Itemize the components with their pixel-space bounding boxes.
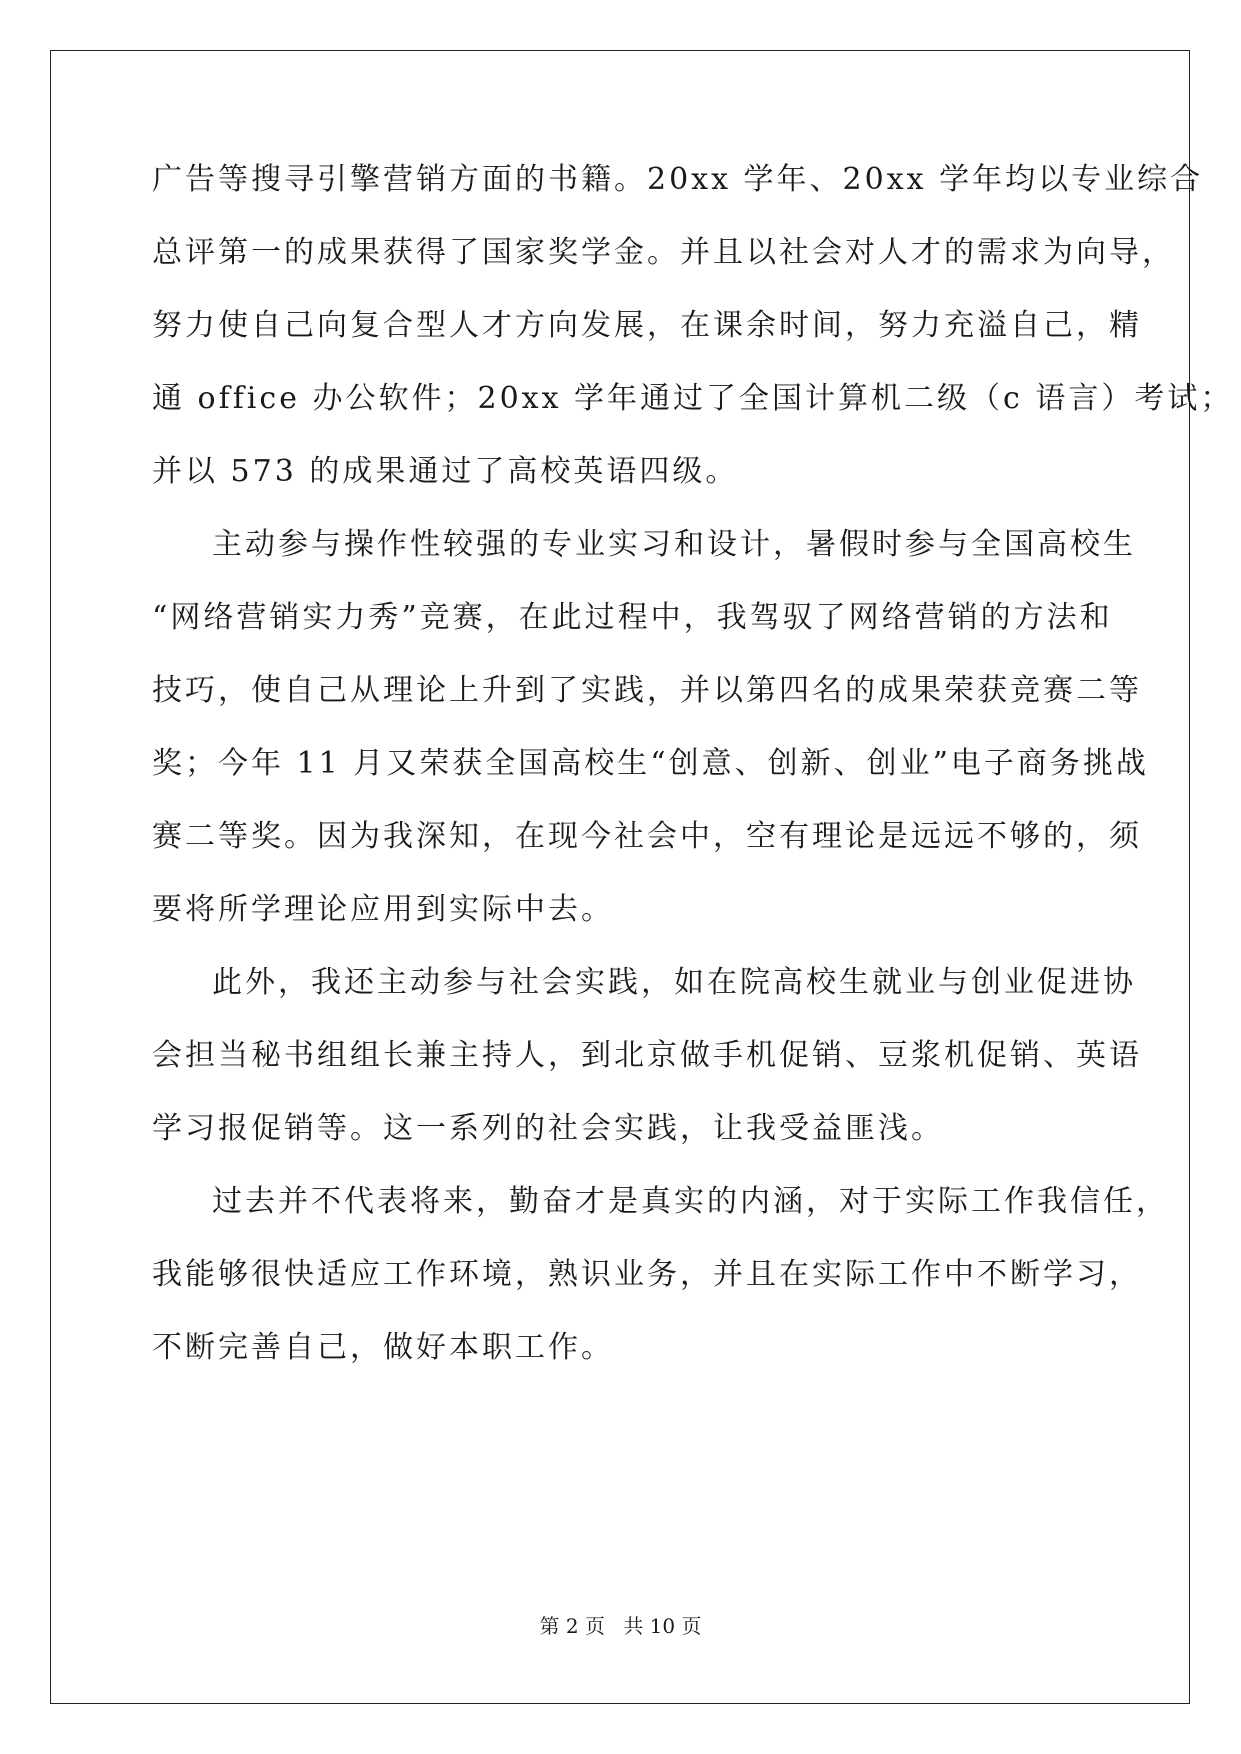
text-line: 过去并不代表将来，勤奋才是真实的内涵，对于实际工作我信任， bbox=[212, 1184, 1169, 1219]
text-line: 要将所学理论应用到实际中去。 bbox=[152, 892, 614, 927]
text-line: 赛二等奖。因为我深知，在现今社会中，空有理论是远远不够的，须 bbox=[152, 819, 1142, 854]
text-line: 技巧，使自己从理论上升到了实践，并以第四名的成果荣获竞赛二等 bbox=[152, 673, 1142, 708]
text-line: 通 office 办公软件；20xx 学年通过了全国计算机二级（c 语言）考试； bbox=[152, 381, 1234, 416]
text-line: 并以 573 的成果通过了高校英语四级。 bbox=[152, 454, 739, 489]
text-line: 努力使自己向复合型人才方向发展，在课余时间，努力充溢自己，精 bbox=[152, 308, 1142, 343]
text-line: 学习报促销等。这一系列的社会实践，让我受益匪浅。 bbox=[152, 1111, 944, 1146]
page-total: 共 10 页 bbox=[623, 1614, 702, 1638]
text-line: 我能够很快适应工作环境，熟识业务，并且在实际工作中不断学习， bbox=[152, 1257, 1142, 1292]
text-line: 此外，我还主动参与社会实践，如在院高校生就业与创业促进协 bbox=[212, 965, 1136, 1000]
page-number: 第 2 页 bbox=[539, 1614, 605, 1638]
text-line: 奖；今年 11 月又荣获全国高校生“创意、创新、创业”电子商务挑战 bbox=[152, 746, 1149, 781]
text-line: “网络营销实力秀”竞赛，在此过程中，我驾驭了网络营销的方法和 bbox=[152, 600, 1113, 635]
page-border bbox=[50, 50, 1234, 1704]
text-line: 广告等搜寻引擎营销方面的书籍。20xx 学年、20xx 学年均以专业综合 bbox=[152, 162, 1204, 197]
text-line: 不断完善自己，做好本职工作。 bbox=[152, 1330, 614, 1365]
text-line: 总评第一的成果获得了国家奖学金。并且以社会对人才的需求为向导， bbox=[152, 235, 1175, 270]
text-line: 会担当秘书组组长兼主持人，到北京做手机促销、豆浆机促销、英语 bbox=[152, 1038, 1142, 1073]
text-line: 主动参与操作性较强的专业实习和设计，暑假时参与全国高校生 bbox=[212, 527, 1136, 562]
page-footer bbox=[0, 1614, 1241, 1638]
